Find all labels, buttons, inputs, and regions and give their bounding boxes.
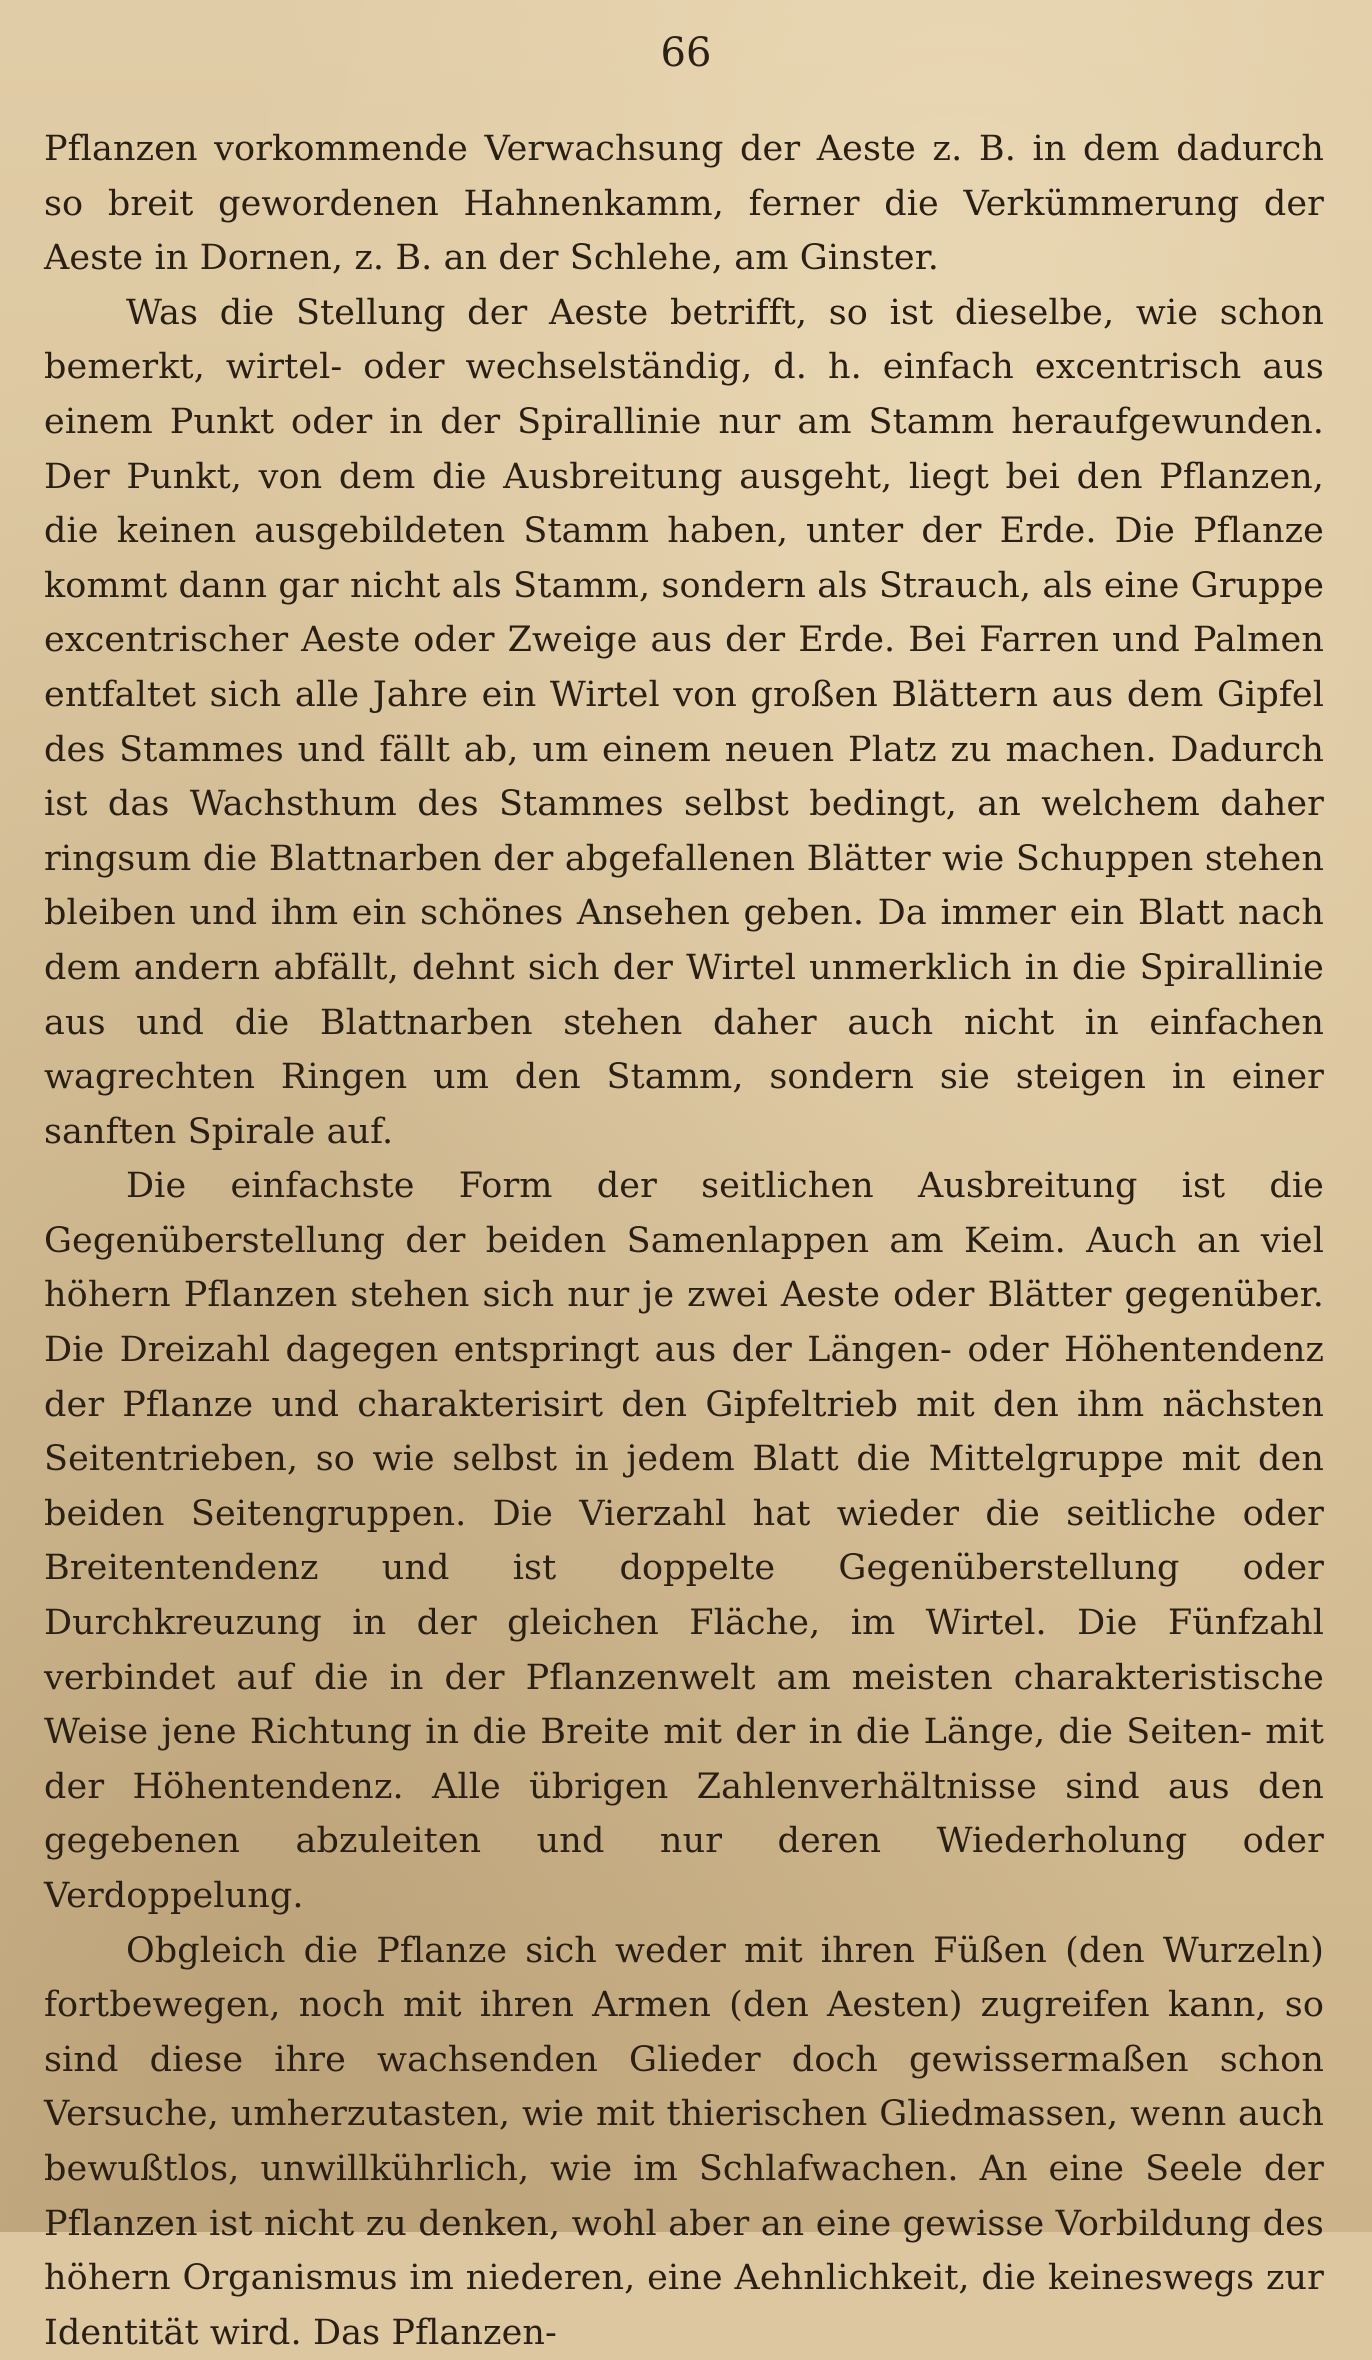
paragraph-glieder-der-pflanze: Obgleich die Pflanze sich weder mit ihren Füßen (den Wurzeln) fortbewegen, noch mit ihren Armen (den Aesten) zugreifen kann, so sind diese ihre wachsenden Glieder doch gewissermaßen schon Versuche, umherzutasten, wie mit thierischen Gliedmassen, wenn auch bewußtlos, unwillkührlich, wie im Schlafwachen. An eine Seele der Pflanzen ist nicht zu denken, wohl aber an eine gewisse Vorbildung des höhern Organismus im niederen, eine Aehnlichkeit, die keineswegs zur Identität wird. Das Pflanzen- (44, 1930, 1324, 2353)
paragraph-continuation: Pflanzen vorkommende Verwachsung der Aeste z. B. in dem dadurch so breit gewordenen Hahnenkamm, ferner die Verkümmerung der Aeste in Dornen, z. B. an der Schlehe, am Ginster. (44, 129, 1324, 279)
body-text (44, 122, 1324, 2360)
page-number: 66 (660, 30, 712, 76)
paragraph-seitliche-ausbreitung: Die einfachste Form der seitlichen Ausbreitung ist die Gegenüberstellung der beiden Samenlappen am Keim. Auch an viel höhern Pflanzen stehen sich nur je zwei Aeste oder Blätter gegenüber. Die Dreizahl dagegen entspringt aus der Längen- oder Höhentendenz der Pflanze und charakterisirt den Gipfeltrieb mit den ihm nächsten Seitentrieben, so wie selbst in jedem Blatt die Mittelgruppe mit den beiden Seitengruppen. Die Vierzahl hat wieder die seitliche oder Breitentendenz und ist doppelte Gegenüberstellung oder Durchkreuzung in der gleichen Fläche, im Wirtel. Die Fünfzahl verbindet auf die in der Pflanzenwelt am meisten charakteristische Weise jene Richtung in die Breite mit der in die Länge, die Seiten- mit der Höhentendenz. Alle übrigen Zahlenverhältnisse sind aus den gegebenen abzuleiten und nur deren Wiederholung oder Verdoppelung. (44, 1166, 1324, 1916)
paragraph-stellung-der-aeste: Was die Stellung der Aeste betrifft, so ist dieselbe, wie schon bemerkt, wirtel- oder wechselständig, d. h. einfach excentrisch aus einem Punkt oder in der Spirallinie nur am Stamm heraufgewunden. Der Punkt, von dem die Ausbreitung ausgeht, liegt bei den Pflanzen, die keinen ausgebildeten Stamm haben, unter der Erde. Die Pflanze kommt dann gar nicht als Stamm, sondern als Strauch, als eine Gruppe excentrischer Aeste oder Zweige aus der Erde. Bei Farren und Palmen entfaltet sich alle Jahre ein Wirtel von großen Blättern aus dem Gipfel des Stammes und fällt ab, um einem neuen Platz zu machen. Dadurch ist das Wachsthum des Stammes selbst bedingt, an welchem daher ringsum die Blattnarben der abgefallenen Blätter wie Schuppen stehen bleiben und ihm ein schönes Ansehen geben. Da immer ein Blatt nach dem andern abfällt, dehnt sich der Wirtel unmerklich in die Spirallinie aus und die Blattnarben stehen daher auch nicht in einfachen wagrechten Ringen um den Stamm, sondern sie steigen in einer sanften Spirale auf. (44, 292, 1325, 1152)
